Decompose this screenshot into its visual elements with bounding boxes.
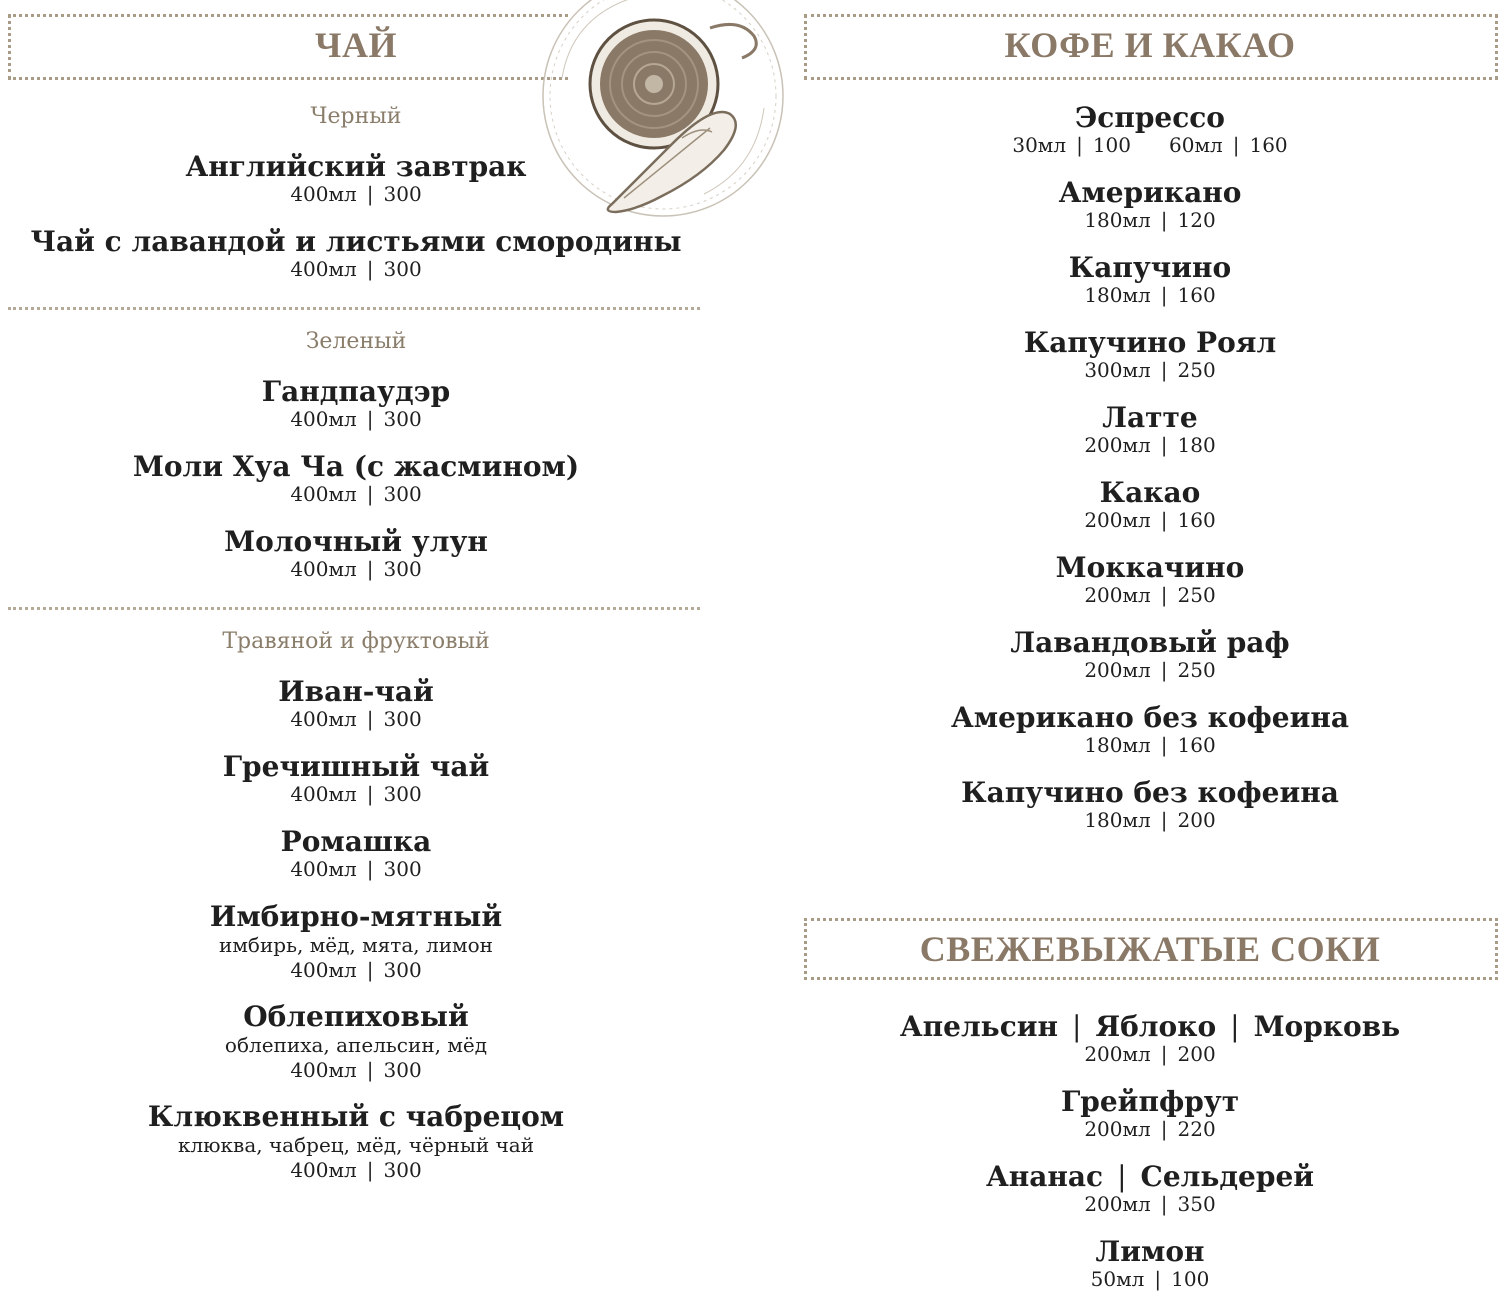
item-price: 300	[383, 1158, 422, 1182]
item-price: 120	[1177, 208, 1216, 232]
item-price-line: 180мл | 200	[1084, 808, 1216, 832]
item-price: 350	[1177, 1192, 1216, 1216]
item-price: 300	[383, 1058, 422, 1082]
item-volume: 180мл	[1084, 208, 1151, 232]
item-name: Английский завтрак	[185, 150, 527, 183]
item-price-line: 400мл | 300	[290, 557, 422, 581]
item-volume: 400мл	[290, 407, 357, 431]
item-name: Иван-чай	[278, 675, 434, 708]
menu-item	[800, 403, 1500, 457]
menu-item	[800, 328, 1500, 382]
item-volume: 400мл	[290, 482, 357, 506]
item-name: Моли Хуа Ча (с жасмином)	[132, 450, 580, 483]
item-name: Грейпфрут	[1060, 1085, 1240, 1118]
item-volume: 400мл	[290, 958, 357, 982]
item-price-line: 200мл | 180	[1084, 433, 1216, 457]
item-price-line: 400мл | 300	[290, 407, 422, 431]
item-price: 160	[1177, 733, 1216, 757]
item-volume: 400мл	[290, 857, 357, 881]
item-price: 250	[1177, 358, 1216, 382]
item-price-line: 400мл | 300	[290, 1058, 422, 1082]
menu-item	[800, 178, 1500, 232]
item-description: облепиха, апельсин, мёд	[224, 1033, 488, 1057]
menu-item	[0, 1002, 712, 1082]
item-volume: 200мл	[1084, 583, 1151, 607]
menu-item	[800, 778, 1500, 832]
item-price: 300	[383, 707, 422, 731]
item-name: Ромашка	[280, 825, 432, 858]
item-price-line: 400мл | 300	[290, 257, 422, 281]
item-price: 160	[1177, 283, 1216, 307]
item-price-line: 400мл | 300	[290, 182, 422, 206]
coffee-title: КОФЕ И КАКАО	[1004, 25, 1296, 65]
item-name: Гандпаудэр	[261, 375, 451, 408]
menu-item	[0, 827, 712, 881]
item-price: 100	[1171, 1267, 1210, 1291]
item-price: 180	[1177, 433, 1216, 457]
item-price: 300	[383, 857, 422, 881]
item-price-line: 400мл | 300	[290, 707, 422, 731]
item-volume: 60мл	[1169, 133, 1223, 157]
item-price: 160	[1249, 133, 1288, 157]
item-volume: 50мл	[1090, 1267, 1145, 1291]
menu-item	[800, 1087, 1500, 1141]
item-volume: 200мл	[1084, 433, 1151, 457]
menu-item	[0, 677, 712, 731]
item-volume: 400мл	[290, 257, 357, 281]
item-price: 300	[383, 257, 422, 281]
menu-item	[0, 902, 712, 982]
item-name: Имбирно-мятный	[209, 900, 503, 933]
menu-item	[800, 703, 1500, 757]
item-volume: 180мл	[1084, 808, 1151, 832]
item-name: Американо без кофеина	[950, 701, 1350, 734]
item-price-line: 200мл | 220	[1084, 1117, 1216, 1141]
item-price-line: 200мл | 350	[1084, 1192, 1216, 1216]
item-volume: 180мл	[1084, 733, 1151, 757]
tea-title: ЧАЙ	[315, 25, 397, 65]
item-price-line: 400мл | 300	[290, 857, 422, 881]
item-price: 160	[1177, 508, 1216, 532]
item-price-line: 200мл | 200	[1084, 1042, 1216, 1066]
item-price-line: 400мл | 300	[290, 1158, 422, 1182]
item-name: Моккачино	[1055, 551, 1245, 584]
item-volume: 400мл	[290, 182, 357, 206]
menu-item	[800, 1012, 1500, 1066]
menu-item	[0, 377, 712, 431]
item-name: Ананас	[985, 1160, 1104, 1193]
item-name: Эспрессо	[1075, 101, 1225, 134]
item-price: 300	[383, 482, 422, 506]
item-name: Сельдерей	[1140, 1160, 1315, 1193]
item-volume: 400мл	[290, 557, 357, 581]
item-price-line: 300мл | 250	[1084, 358, 1216, 382]
item-price: 200	[1177, 808, 1216, 832]
menu-item	[800, 553, 1500, 607]
menu-item	[0, 527, 712, 581]
item-price: 250	[1177, 658, 1216, 682]
item-name: Облепиховый	[243, 1000, 469, 1033]
coffee-cup-sketch-icon	[532, 0, 794, 228]
item-description: имбирь, мёд, мята, лимон	[219, 933, 493, 957]
item-price-line: 180мл | 160	[1084, 733, 1216, 757]
item-name-line: Апельсин | Яблоко | Морковь	[899, 1010, 1401, 1043]
item-name: Капучино без кофеина	[961, 776, 1339, 809]
item-price-line: 50мл | 100	[1090, 1267, 1210, 1291]
divider	[8, 307, 700, 310]
item-name: Капучино	[1068, 251, 1232, 284]
item-volume: 300мл	[1084, 358, 1151, 382]
juices-title: СВЕЖЕВЫЖАТЫЕ СОКИ	[919, 929, 1381, 969]
item-volume: 200мл	[1084, 1117, 1151, 1141]
item-price: 300	[383, 557, 422, 581]
menu-item	[800, 253, 1500, 307]
item-volume: 200мл	[1084, 1192, 1151, 1216]
item-name: Лимон	[1095, 1235, 1205, 1268]
item-price-line: 400мл | 300	[290, 958, 422, 982]
tea-group-green-label: Зеленый	[305, 329, 407, 354]
item-volume: 400мл	[290, 707, 357, 731]
item-name: Молочный улун	[224, 525, 488, 558]
item-price: 300	[383, 958, 422, 982]
divider	[8, 607, 700, 610]
item-name-line: Ананас | Сельдерей	[985, 1160, 1315, 1193]
item-price: 300	[383, 182, 422, 206]
menu-item	[0, 752, 712, 806]
item-volume: 400мл	[290, 782, 357, 806]
item-price-line: 180мл | 120	[1084, 208, 1216, 232]
item-price: 300	[383, 407, 422, 431]
item-name: Капучино Роял	[1023, 326, 1277, 359]
item-name: Апельсин	[899, 1010, 1058, 1043]
item-price: 100	[1092, 133, 1131, 157]
item-volume: 30мл	[1012, 133, 1067, 157]
item-price: 220	[1177, 1117, 1216, 1141]
item-name: Клюквенный с чабрецом	[147, 1100, 565, 1133]
item-name: Гречишный чай	[222, 750, 490, 783]
item-name: Чай с лавандой и листьями смородины	[30, 225, 682, 258]
menu-item	[800, 628, 1500, 682]
item-price-line: 400мл | 300	[290, 482, 422, 506]
item-price: 300	[383, 782, 422, 806]
item-name: Яблоко	[1095, 1010, 1217, 1043]
menu-item-espresso	[800, 103, 1500, 157]
item-volume: 180мл	[1084, 283, 1151, 307]
item-volume: 200мл	[1084, 658, 1151, 682]
item-price: 250	[1177, 583, 1216, 607]
item-price-line: 200мл | 160	[1084, 508, 1216, 532]
tea-group-herbal-label: Травяной и фруктовый	[222, 629, 490, 654]
item-name: Американо	[1058, 176, 1242, 209]
item-price-line: 30мл | 100 60мл | 160	[1012, 133, 1288, 157]
item-volume: 200мл	[1084, 1042, 1151, 1066]
item-price-line: 180мл | 160	[1084, 283, 1216, 307]
menu-item	[800, 1237, 1500, 1291]
item-name: Лавандовый раф	[1010, 626, 1290, 659]
menu-item	[800, 1162, 1500, 1216]
menu-item	[0, 1102, 712, 1182]
item-price-line: 400мл | 300	[290, 782, 422, 806]
item-name: Латте	[1102, 401, 1198, 434]
item-price-line: 200мл | 250	[1084, 583, 1216, 607]
menu-item	[800, 478, 1500, 532]
item-volume: 400мл	[290, 1158, 357, 1182]
menu-item	[0, 227, 712, 281]
tea-group-black-label: Черный	[310, 104, 402, 129]
item-name: Какао	[1099, 476, 1201, 509]
item-price: 200	[1177, 1042, 1216, 1066]
item-price-line: 200мл | 250	[1084, 658, 1216, 682]
menu-item	[0, 452, 712, 506]
item-description: клюква, чабрец, мёд, чёрный чай	[177, 1133, 535, 1157]
item-volume: 200мл	[1084, 508, 1151, 532]
item-name: Морковь	[1253, 1010, 1401, 1043]
item-volume: 400мл	[290, 1058, 357, 1082]
